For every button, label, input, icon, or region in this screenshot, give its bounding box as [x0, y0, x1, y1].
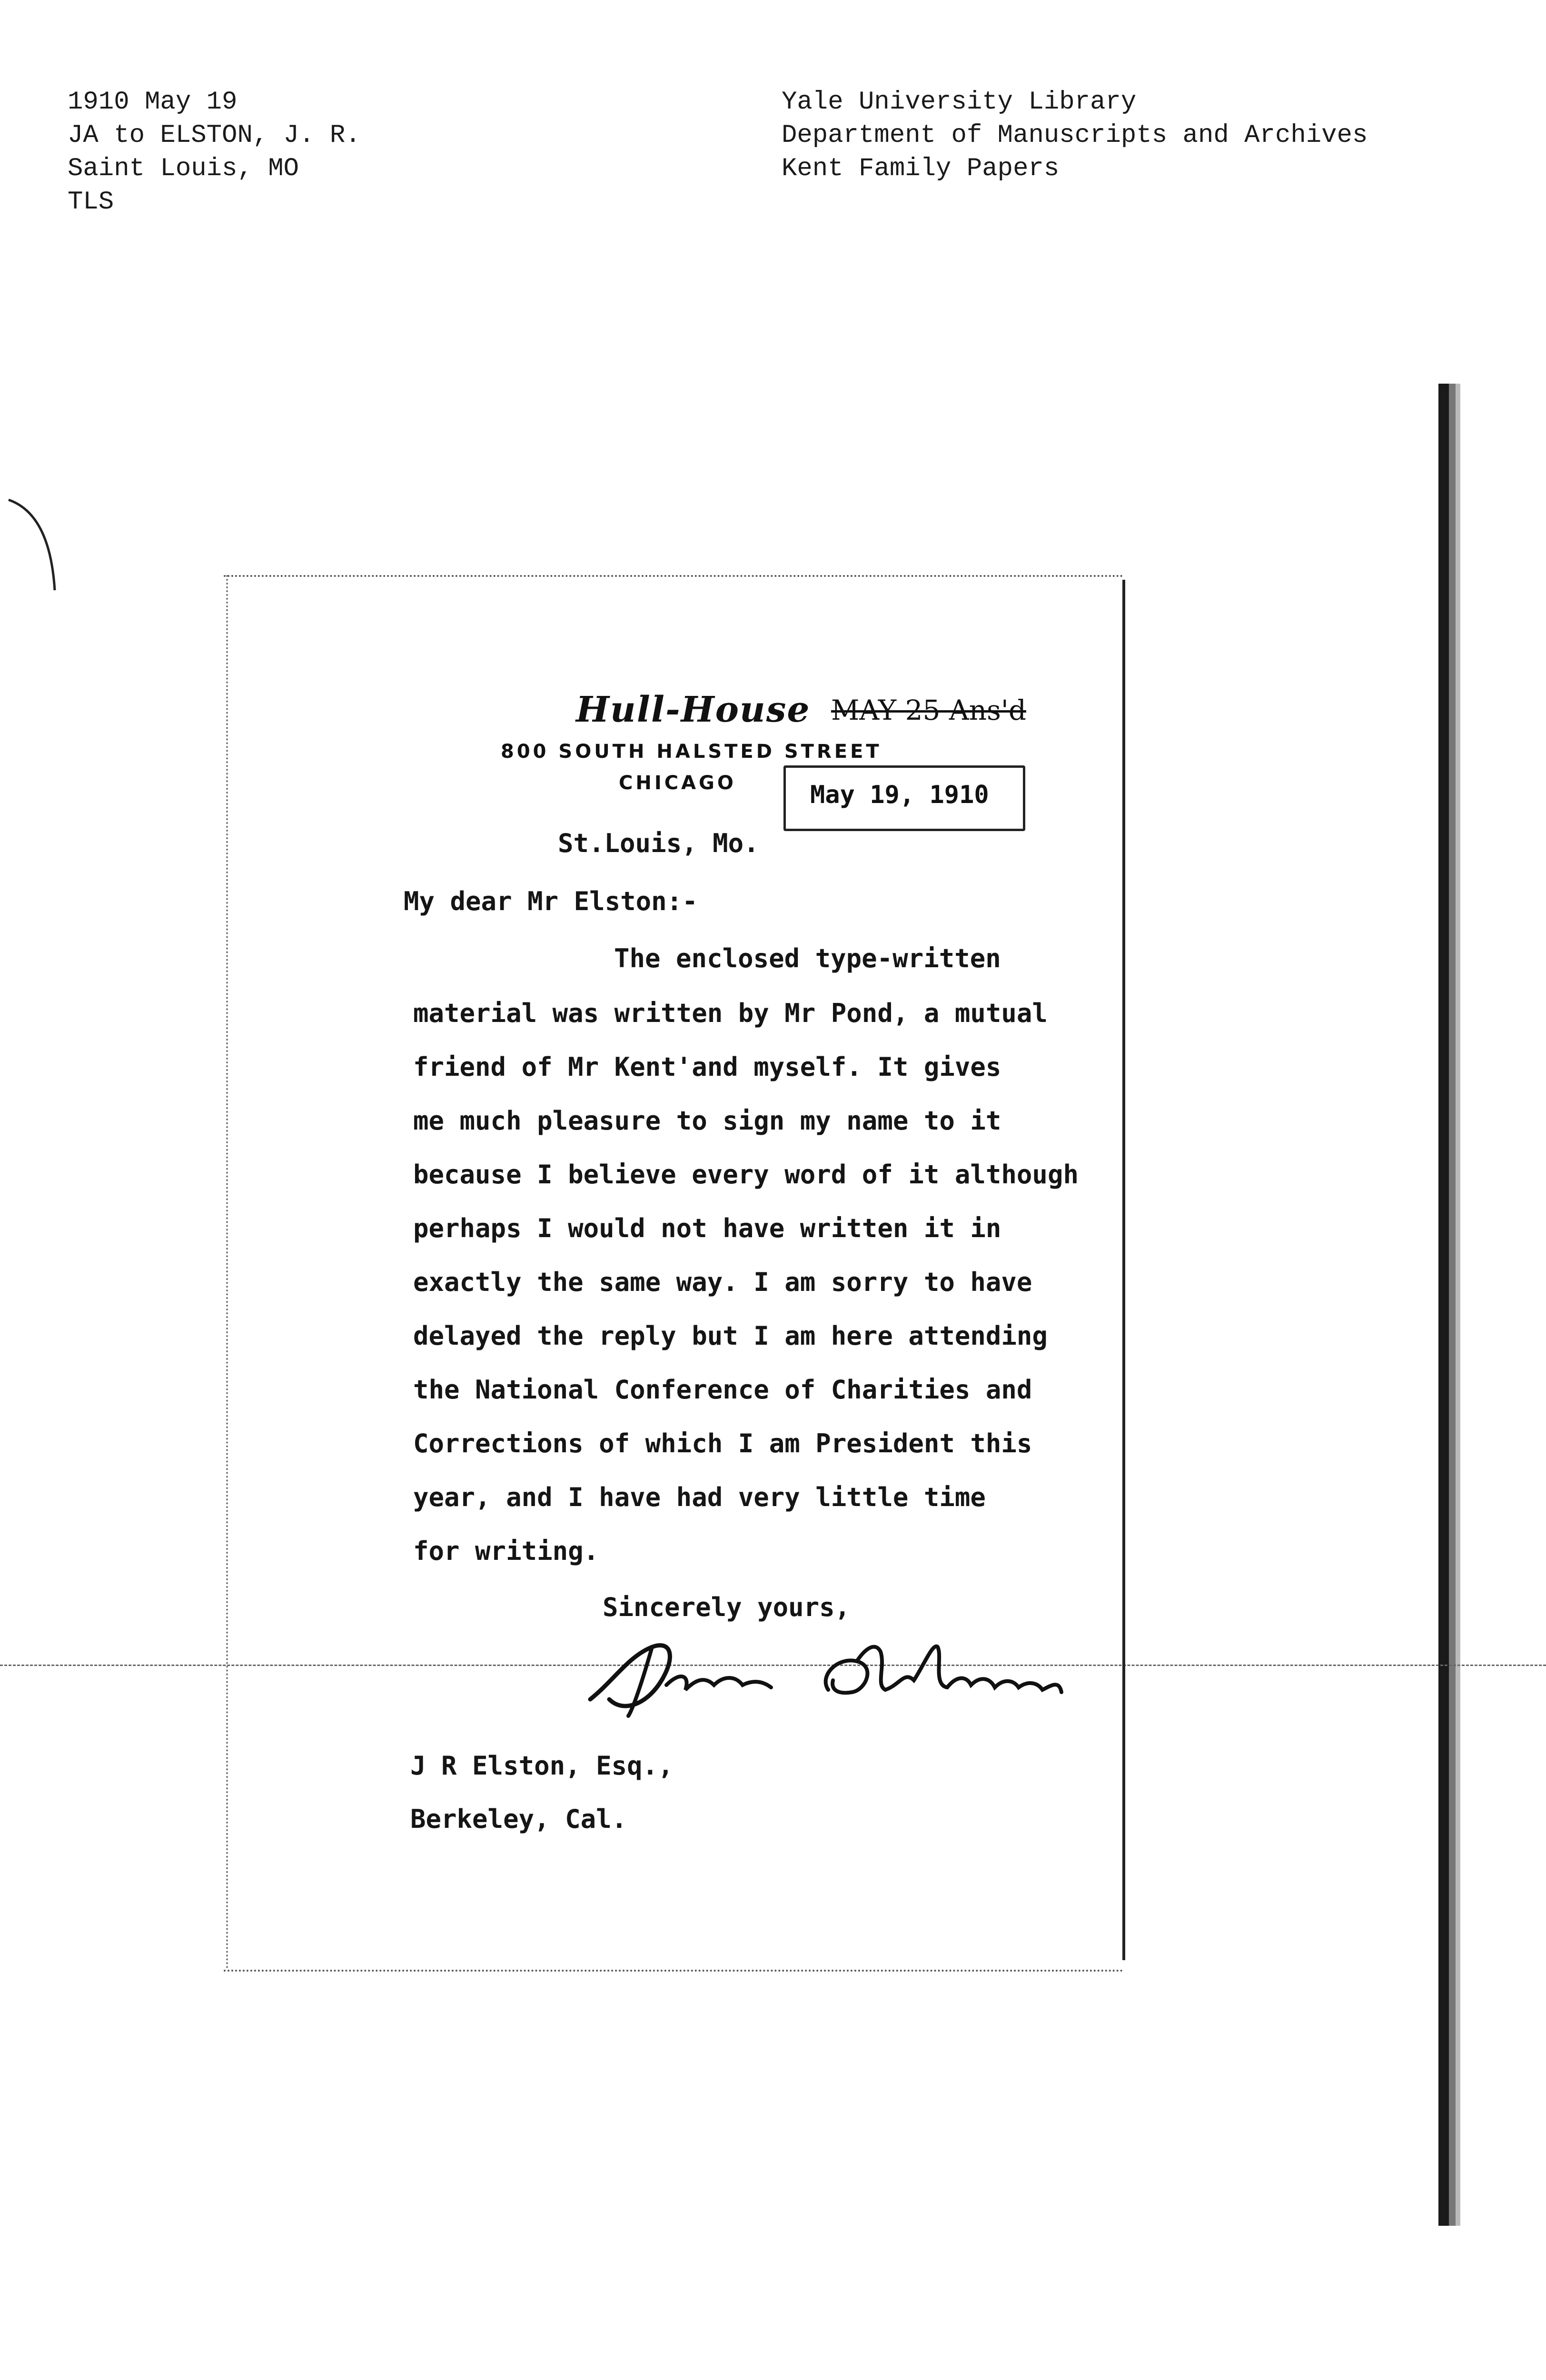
received-stamp: MAY 25 Ans'd — [831, 694, 1026, 726]
meta-correspondents: JA to ELSTON, J. R. — [68, 121, 361, 150]
letter-edge-left — [226, 575, 228, 1970]
body-line: the National Conference of Charities and — [413, 1375, 1032, 1405]
body-line: material was written by Mr Pond, a mutual — [413, 998, 1048, 1028]
meta-date: 1910 May 19 — [68, 88, 238, 117]
scan-artifact-arc — [5, 495, 62, 595]
body-line: because I believe every word of it although — [413, 1160, 1079, 1190]
recipient-name: J R Elston, Esq., — [410, 1751, 674, 1781]
handwritten-signature — [571, 1628, 1076, 1723]
scan-edge-artifact — [1438, 384, 1477, 2226]
body-line: exactly the same way. I am sorry to have — [413, 1267, 1032, 1297]
archive-meta-right — [782, 86, 1368, 186]
letter-closing: Sincerely yours, — [603, 1592, 851, 1622]
letter-edge-right — [1122, 580, 1125, 1960]
meta-department: Department of Manuscripts and Archives — [782, 121, 1368, 150]
letterhead-city: CHICAGO — [619, 772, 736, 794]
letterhead-title: Hull-House — [576, 689, 811, 730]
archive-meta-left — [68, 86, 361, 219]
letter-edge-bottom — [224, 1970, 1123, 1972]
body-line: me much pleasure to sign my name to it — [413, 1106, 1001, 1136]
meta-library: Yale University Library — [782, 88, 1137, 117]
body-line: Corrections of which I am President this — [413, 1428, 1032, 1458]
letter-salutation: My dear Mr Elston:- — [404, 886, 698, 916]
body-line: perhaps I would not have written it in — [413, 1213, 1001, 1243]
meta-collection: Kent Family Papers — [782, 154, 1060, 183]
letter-date: May 19, 1910 — [810, 781, 989, 809]
body-line: friend of Mr Kent'and myself. It gives — [413, 1052, 1001, 1082]
body-line: delayed the reply but I am here attending — [413, 1321, 1048, 1351]
body-line: for writing. — [413, 1536, 599, 1566]
letter-edge-top — [224, 575, 1123, 577]
meta-location: Saint Louis, MO — [68, 154, 299, 183]
body-line: The enclosed type-written — [614, 943, 1001, 973]
meta-type: TLS — [68, 188, 114, 217]
body-line: year, and I have had very little time — [413, 1482, 986, 1512]
letter-place: St.Louis, Mo. — [558, 828, 759, 858]
letterhead-address: 800 SOUTH HALSTED STREET — [501, 741, 882, 763]
recipient-location: Berkeley, Cal. — [410, 1804, 627, 1834]
